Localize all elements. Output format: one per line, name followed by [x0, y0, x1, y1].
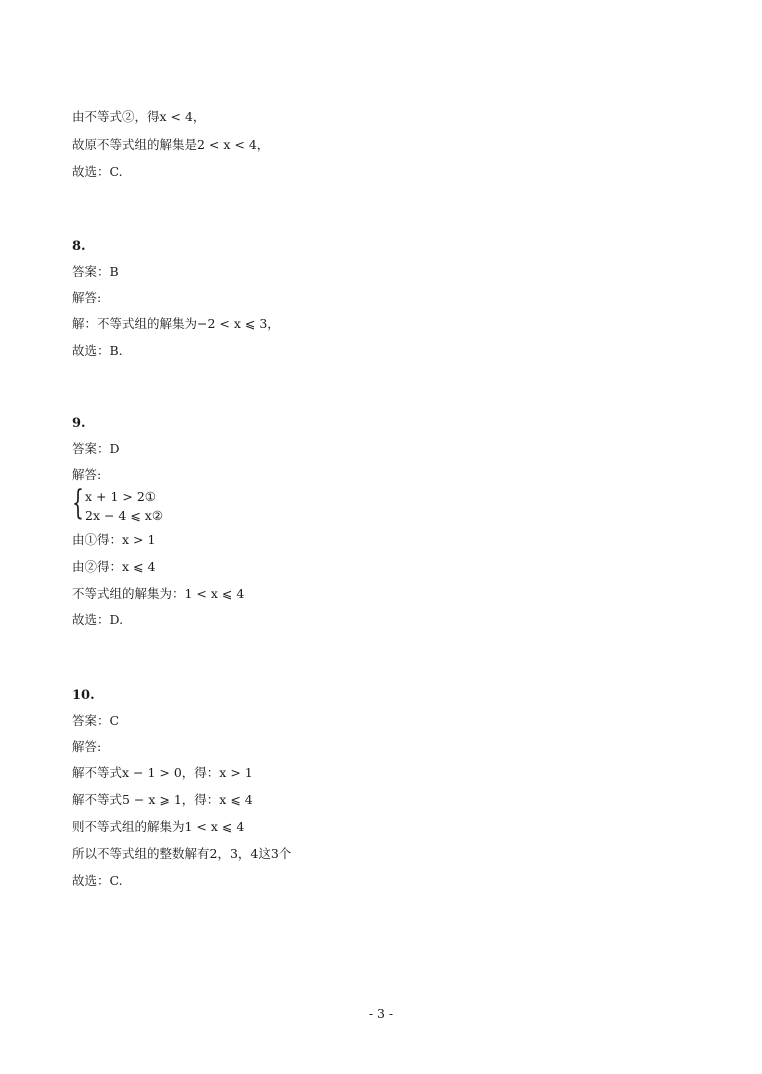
solution-heading: 解答:	[72, 467, 102, 482]
system-line-1: x + 1 > 2①	[85, 489, 157, 504]
text-line: 由②得：x ⩽ 4	[72, 559, 156, 574]
answer-line: 答案：D	[72, 441, 120, 456]
text-line: 则不等式组的解集为1 < x ⩽ 4	[72, 819, 245, 834]
question-number: 9.	[72, 416, 86, 431]
solution-heading: 解答:	[72, 290, 102, 305]
system-line-2: 2x − 4 ⩽ x②	[85, 508, 164, 523]
text-line: 故选：B.	[72, 343, 123, 358]
text-line: 故选：C.	[72, 873, 123, 888]
text-line: 不等式组的解集为：1 < x ⩽ 4	[72, 586, 245, 601]
text-line: 故原不等式组的解集是2 < x < 4，	[72, 137, 270, 152]
answer-line: 答案：C	[72, 713, 120, 728]
text-line: 所以不等式组的整数解有2，3，4这3个	[72, 846, 292, 861]
text-line: 故选：C.	[72, 164, 123, 179]
answer-line: 答案：B	[72, 264, 119, 279]
text-line: 故选：D.	[72, 612, 124, 627]
solution-heading: 解答:	[72, 739, 102, 754]
question-number: 8.	[72, 239, 86, 254]
question-number: 10.	[72, 688, 95, 703]
page-number: - 3 -	[368, 1006, 394, 1021]
text-line: 解不等式x − 1 > 0，得：x > 1	[72, 765, 253, 780]
text-line: 解：不等式组的解集为−2 < x ⩽ 3，	[72, 316, 280, 331]
text-line: 由①得：x > 1	[72, 532, 156, 547]
left-brace: {	[72, 483, 84, 523]
text-line: 由不等式②，得x < 4，	[72, 109, 206, 124]
text-line: 解不等式5 − x ⩾ 1，得：x ⩽ 4	[72, 792, 253, 807]
